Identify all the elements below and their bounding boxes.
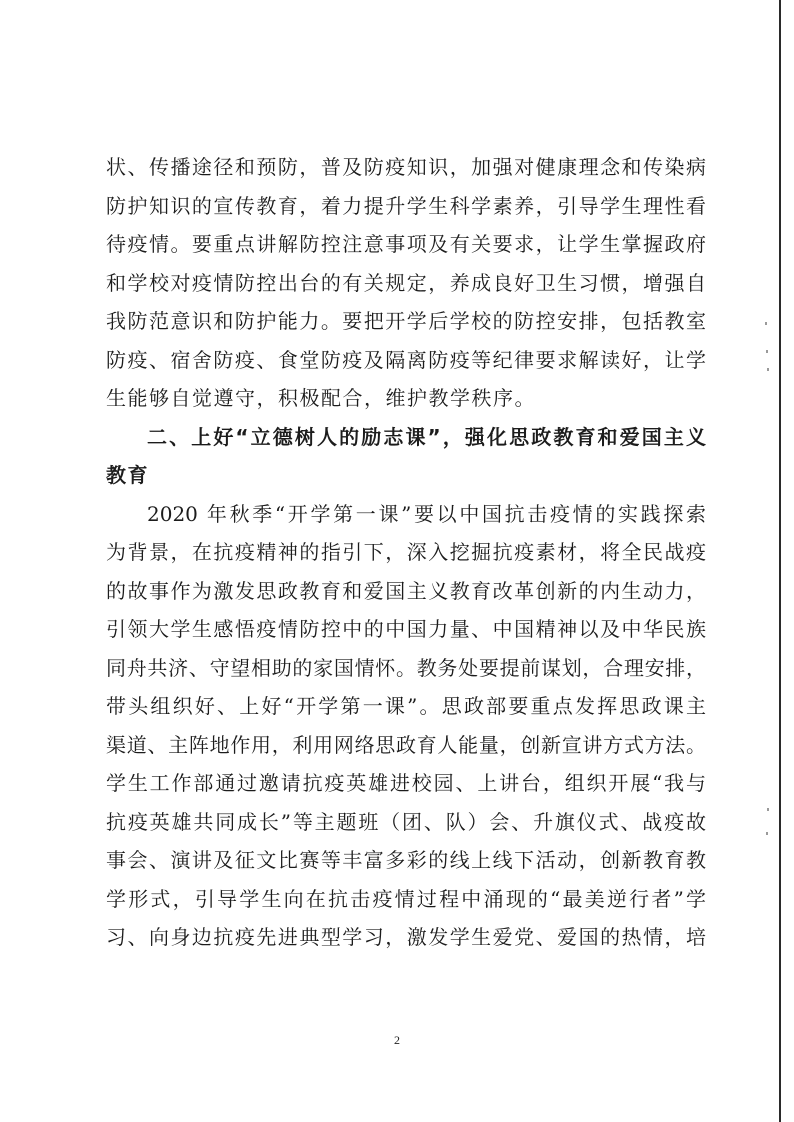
text-line: 状、传播途径和预防，普及防疫知识，加强对健康理念和传染病 (106, 155, 706, 179)
section-heading (106, 418, 706, 495)
text-line: 带头组织好、上好“开学第一课”。思政部要重点发挥思政课主 (106, 694, 706, 718)
paragraph-2 (106, 495, 706, 957)
text-line: 习、向身边抗疫先进典型学习，激发学生爱党、爱国的热情，培 (106, 925, 706, 949)
text-line: 和学校对疫情防控出台的有关规定，养成良好卫生习惯，增强自 (106, 270, 706, 295)
scan-mark (766, 832, 768, 835)
text-line: 同舟共济、守望相助的家国情怀。教务处要提前谋划，合理安排， (106, 655, 706, 680)
text-line: 2020 年秋季“开学第一课”要以中国抗击疫情的实践探索 (147, 501, 706, 526)
text-line: 我防范意识和防护能力。要把开学后学校的防控安排，包括教室 (106, 309, 706, 333)
scan-mark (766, 350, 768, 353)
heading-line: 二、上好“立德树人的励志课”，强化思政教育和爱国主义 (147, 424, 706, 449)
text-line: 防护知识的宣传教育，着力提升学生科学素养，引导学生理性看 (106, 193, 706, 218)
text-line: 学形式，引导学生向在抗击疫情过程中涌现的“最美逆行者”学 (106, 886, 706, 911)
page-edge-rule (779, 0, 781, 1122)
page-number: 2 (394, 1033, 400, 1047)
paragraph-1 (106, 148, 706, 418)
text-line: 为背景，在抗疫精神的指引下，深入挖掘抗疫素材，将全民战疫 (106, 540, 706, 564)
scan-mark (767, 808, 769, 811)
text-line: 事会、演讲及征文比赛等丰富多彩的线上线下活动，创新教育教 (106, 848, 706, 872)
text-line: 抗疫英雄共同成长”等主题班（团、队）会、升旗仪式、战疫故 (106, 809, 706, 834)
text-line: 待疫情。要重点讲解防控注意事项及有关要求，让学生掌握政府 (106, 232, 706, 256)
scan-mark (765, 322, 767, 325)
scan-mark (767, 368, 769, 371)
text-line: 的故事作为激发思政教育和爱国主义教育改革创新的内生动力， (106, 578, 706, 603)
text-line: 防疫、宿舍防疫、食堂防疫及隔离防疫等纪律要求解读好，让学 (106, 347, 706, 372)
text-line: 渠道、主阵地作用，利用网络思政育人能量，创新宣讲方式方法。 (106, 732, 706, 757)
text-line: 生能够自觉遵守，积极配合，维护教学秩序。 (106, 386, 536, 410)
text-line: 引领大学生感悟疫情防控中的中国力量、中国精神以及中华民族 (106, 617, 706, 641)
text-line: 学生工作部通过邀请抗疫英雄进校园、上讲台，组织开展“我与 (106, 771, 706, 795)
document-body (106, 148, 706, 957)
heading-line: 教育 (106, 463, 149, 487)
